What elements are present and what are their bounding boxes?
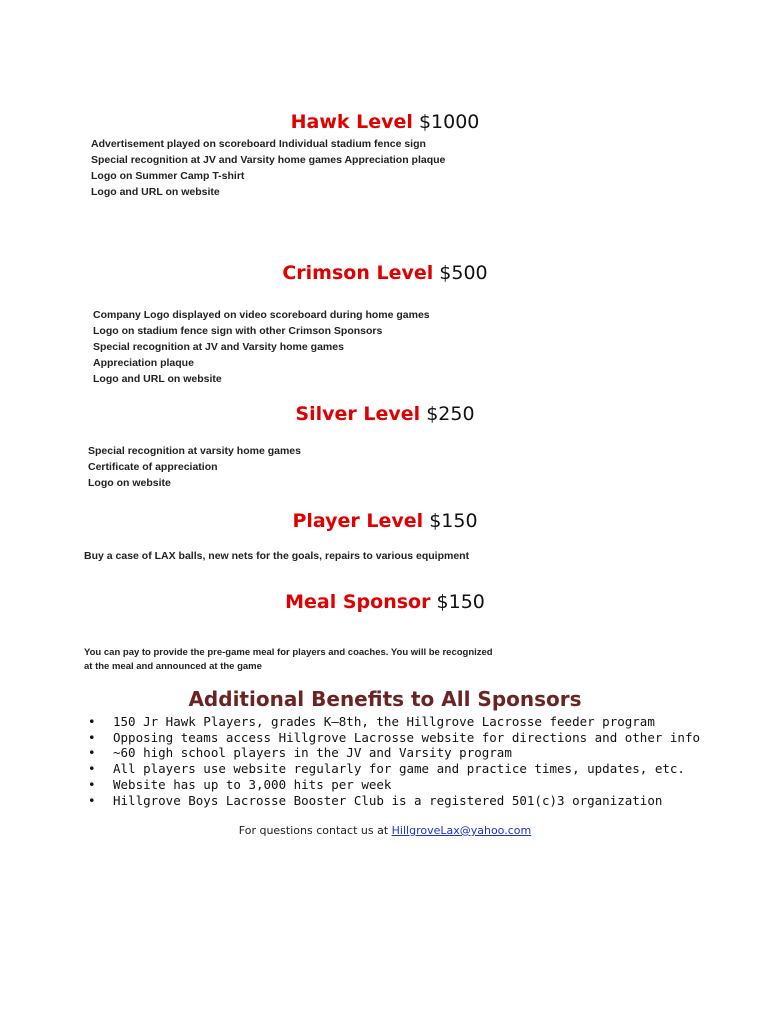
list-item [88, 793, 700, 809]
list-item [88, 730, 700, 746]
level-price: $500 [439, 262, 488, 284]
level-name: Crimson Level [282, 262, 434, 284]
benefit-line: Special recognition at JV and Varsity home games Appreciation plaque [91, 154, 446, 166]
bullet-icon: • [88, 792, 96, 808]
hawk-level-heading [0, 110, 770, 134]
list-item [88, 745, 700, 761]
list-item [88, 761, 700, 777]
level-price: $150 [429, 510, 478, 532]
benefit-line: Logo on stadium fence sign with other Crimson Sponsors [93, 325, 383, 337]
level-name: Hawk Level [290, 111, 413, 133]
contact-text: For questions contact us at [238, 824, 389, 837]
benefit-line: Special recognition at JV and Varsity home games [93, 341, 344, 353]
benefit-line: Appreciation plaque [93, 357, 194, 369]
list-item-text: Hillgrove Boys Lacrosse Booster Club is a registered 501(c)3 organization [113, 792, 663, 808]
benefit-line: Logo and URL on website [91, 186, 220, 198]
player-level-benefits [84, 548, 469, 564]
list-item-text: 150 Jr Hawk Players, grades K–8th, the Hillgrove Lacrosse feeder program [113, 714, 655, 729]
list-item-text: Opposing teams access Hillgrove Lacrosse website for directions and other info [113, 729, 700, 745]
list-item-text: All players use website regularly for game and practice times, updates, etc. [113, 761, 685, 777]
benefit-line: Certificate of appreciation [88, 461, 218, 473]
silver-level-benefits [88, 443, 301, 491]
level-name: Player Level [292, 510, 424, 532]
benefit-line: Advertisement played on scoreboard Individual stadium fence sign [91, 138, 426, 150]
level-price: $150 [436, 591, 485, 613]
level-name: Meal Sponsor [285, 591, 431, 613]
meal-sponsor-benefits [84, 646, 493, 674]
benefit-line: at the meal and announced at the game [84, 661, 262, 672]
bullet-icon: • [88, 776, 96, 792]
meal-sponsor-heading [0, 590, 770, 614]
crimson-level-benefits [93, 307, 430, 387]
list-item-text: Website has up to 3,000 hits per week [113, 776, 392, 792]
silver-level-heading [0, 402, 770, 426]
benefit-line: Logo on website [88, 477, 171, 489]
benefit-line: Logo and URL on website [93, 373, 222, 385]
level-name: Silver Level [295, 403, 421, 425]
hawk-level-benefits [91, 136, 445, 200]
additional-benefits-heading: Additional Benefits to All Sponsors [188, 687, 582, 711]
bullet-icon: • [88, 761, 96, 777]
contact-email-link[interactable]: HillgroveLax@yahoo.com [391, 824, 532, 837]
benefit-line: You can pay to provide the pre-game meal for players and coaches. You will be recognized [84, 647, 493, 658]
benefit-line: Buy a case of LAX balls, new nets for the goals, repairs to various equipment [84, 550, 470, 562]
bullet-icon: • [88, 714, 96, 729]
benefit-line: Logo on Summer Camp T-shirt [91, 170, 245, 182]
level-price: $250 [426, 403, 475, 425]
benefit-line: Special recognition at varsity home games [88, 445, 301, 457]
list-item [88, 777, 700, 793]
bullet-icon: • [88, 729, 96, 745]
benefit-line: Company Logo displayed on video scoreboard during home games [93, 309, 430, 321]
crimson-level-heading [0, 261, 770, 285]
list-item-text: ~60 high school players in the JV and Varsity program [113, 745, 512, 761]
bullet-icon: • [88, 745, 96, 761]
contact-line [0, 823, 770, 839]
list-item [88, 714, 700, 730]
additional-benefits-list [88, 714, 700, 808]
player-level-heading [0, 509, 770, 533]
level-price: $1000 [418, 111, 480, 133]
